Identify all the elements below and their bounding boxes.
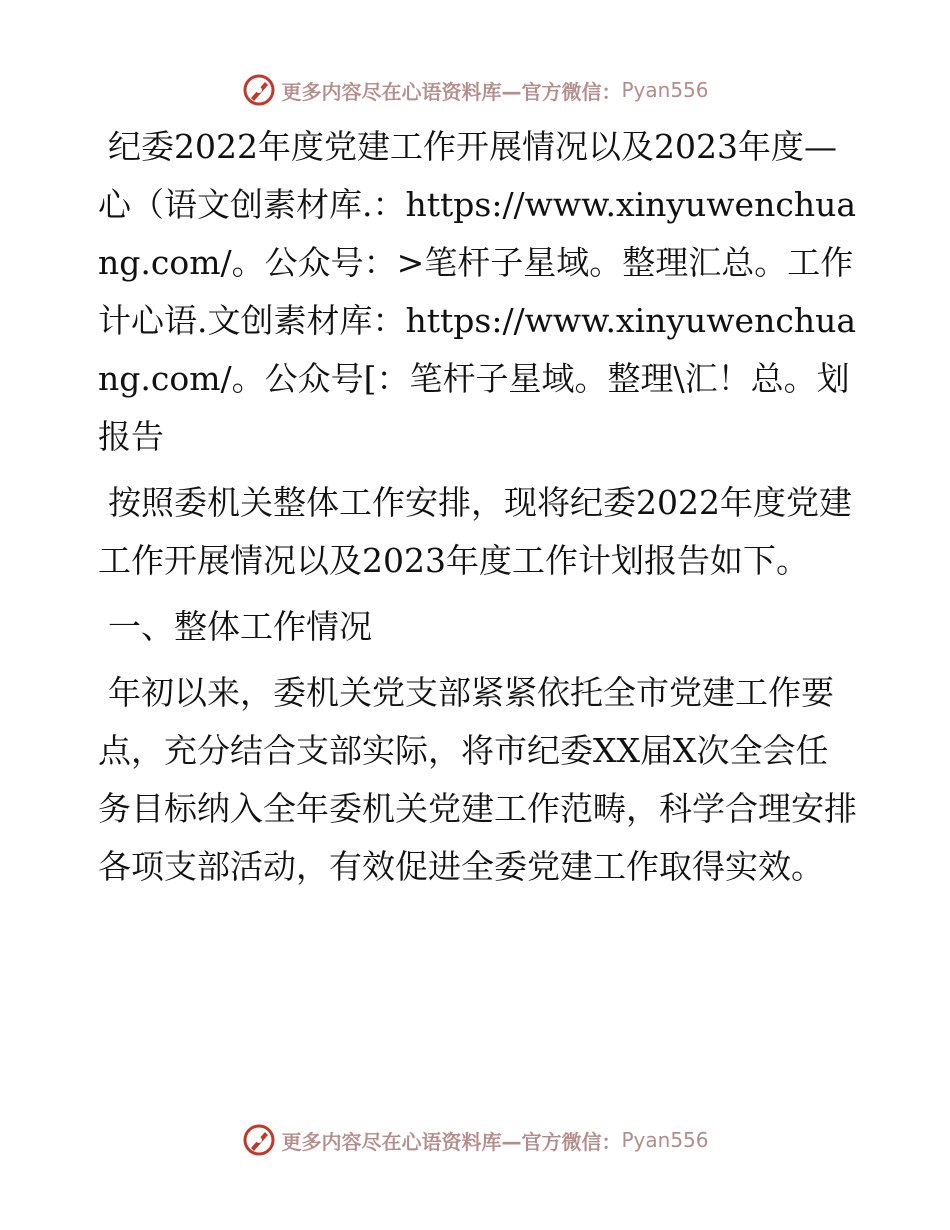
pen-circle-icon [241, 72, 277, 108]
body-paragraph [98, 664, 858, 896]
section-heading-text: 一、整体工作情况 [108, 607, 372, 646]
intro-paragraph [98, 474, 858, 590]
document-body [98, 118, 858, 904]
footer-wechat-id: Pyan556 [621, 1128, 709, 1152]
body-paragraph-text: 年初以来，委机关党支部紧紧依托全市党建工作要点，充分结合支部实际，将市纪委XX届X次全会任务目标纳入全年委机关党建工作范畴，科学合理安排各项支部活动，有效促进全委党建工作取得实效。 [98, 673, 857, 886]
footer-banner [0, 1120, 950, 1160]
intro-paragraph-text: 按照委机关整体工作安排，现将纪委2022年度党建工作开展情况以及2023年度工作计划报告如下。 [98, 483, 852, 580]
header-banner-text: 更多内容尽在心语资料库—官方微信： [281, 79, 622, 104]
header-banner [0, 70, 950, 110]
header-wechat-id: Pyan556 [621, 78, 709, 102]
title-paragraph [98, 118, 858, 466]
section-heading [98, 598, 858, 656]
title-paragraph-text: 纪委2022年度党建工作开展情况以及2023年度—心（语文创素材库.：https://www.xinyuwenchuang.com/。公众号：>笔杆子星域。整理汇总。工作计心语.文创素材库：https://www.xinyuwenchuang.com/。公众号[：笔杆子星域。整理\汇！总。划报告 [98, 127, 857, 456]
footer-banner-text: 更多内容尽在心语资料库—官方微信： [281, 1129, 622, 1154]
pen-circle-icon [241, 1122, 277, 1158]
